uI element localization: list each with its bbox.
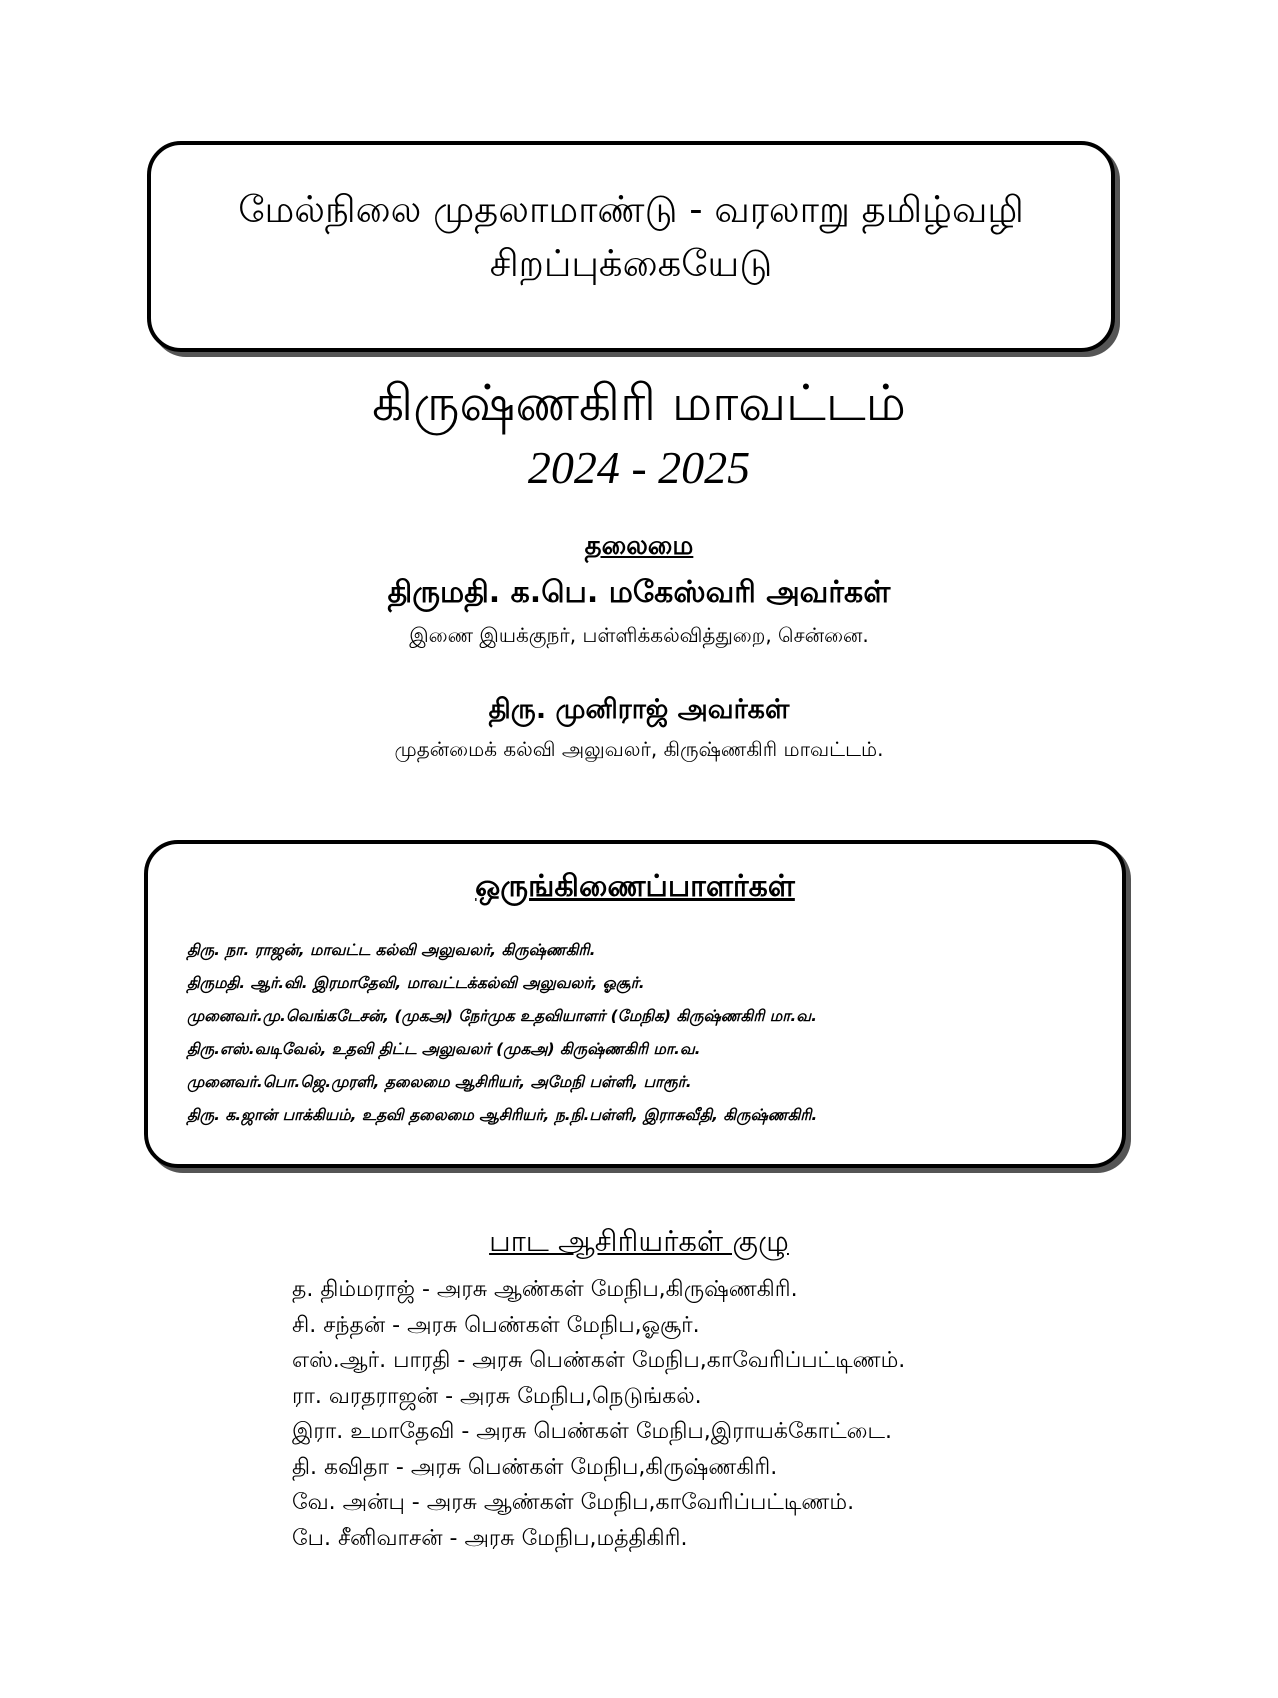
coordinator-item: திருமதி. ஆர்.வி. இரமாதேவி, மாவட்டக்கல்வி அலுவலர், ஓசூர். bbox=[187, 974, 645, 992]
title-box bbox=[147, 141, 1115, 352]
coordinator-item: முனைவர்.பொ.ஜெ.முரளி, தலைமை ஆசிரியர், அமேநி பள்ளி, பாரூர். bbox=[187, 1073, 692, 1091]
teacher-item: பே. சீனிவாசன் - அரசு மேநிப,மத்திகிரி. bbox=[292, 1525, 688, 1551]
coordinator-item: திரு. க.ஜான் பாக்கியம், உதவி தலைமை ஆசிரியர், ந.நி.பள்ளி, இராசுவீதி, கிருஷ்ணகிரி. bbox=[187, 1106, 818, 1124]
teacher-item: வே. அன்பு - அரசு ஆண்கள் மேநிப,காவேரிப்பட்டிணம். bbox=[292, 1490, 855, 1515]
teacher-item: சி. சந்தன் - அரசு பெண்கள் மேநிப,ஓசூர். bbox=[292, 1312, 700, 1338]
coordinators-list bbox=[187, 934, 1107, 1132]
coordinators-title: ஒருங்கிணைப்பாளர்கள் bbox=[475, 869, 795, 904]
document-title-line-2: சிறப்புக்கையேடு bbox=[489, 242, 773, 285]
coordinators-box bbox=[144, 840, 1126, 1168]
leader-1-role: இணை இயக்குநர், பள்ளிக்கல்வித்துறை, சென்னை. bbox=[409, 623, 869, 647]
academic-year: 2024 - 2025 bbox=[527, 442, 751, 493]
coordinator-item: திரு. நா. ராஜன், மாவட்ட கல்வி அலுவலர், கிருஷ்ணகிரி. bbox=[187, 941, 596, 959]
teacher-item: த. திம்மராஜ் - அரசு ஆண்கள் மேநிப,கிருஷ்ணகிரி. bbox=[292, 1277, 798, 1302]
leader-2-name: திரு. முனிராஜ் அவர்கள் bbox=[488, 694, 790, 725]
teacher-item: எஸ்.ஆர். பாரதி - அரசு பெண்கள் மேநிப,காவேரிப்பட்டிணம். bbox=[292, 1348, 906, 1373]
teachers-team-title: பாட ஆசிரியர்கள் குழு bbox=[489, 1224, 789, 1258]
teacher-item: தி. கவிதா - அரசு பெண்கள் மேநிப,கிருஷ்ணகிரி. bbox=[292, 1454, 778, 1480]
coordinator-item: முனைவர்.மு.வெங்கடேசன், (முகஅ) நேர்முக உதவியாளர் (மேநிக) கிருஷ்ணகிரி மா.வ. bbox=[187, 1007, 817, 1025]
coordinator-item: திரு.எஸ்.வடிவேல், உதவி திட்ட அலுவலர் (முகஅ) கிருஷ்ணகிரி மா.வ. bbox=[187, 1040, 701, 1058]
leader-1-name: திருமதி. க.பெ. மகேஸ்வரி அவர்கள் bbox=[387, 575, 891, 610]
leader-2-role: முதன்மைக் கல்வி அலுவலர், கிருஷ்ணகிரி மாவட்டம். bbox=[394, 737, 884, 761]
district-heading: கிருஷ்ணகிரி மாவட்டம் bbox=[372, 374, 906, 432]
document-title-line-1: மேல்நிலை முதலாமாண்டு - வரலாறு தமிழ்வழி bbox=[238, 188, 1024, 231]
leadership-label: தலைமை bbox=[584, 531, 694, 561]
teacher-item: ரா. வரதராஜன் - அரசு மேநிப,நெடுங்கல். bbox=[292, 1383, 702, 1409]
teachers-list bbox=[292, 1272, 1192, 1556]
teacher-item: இரா. உமாதேவி - அரசு பெண்கள் மேநிப,இராயக்கோட்டை. bbox=[292, 1419, 892, 1444]
